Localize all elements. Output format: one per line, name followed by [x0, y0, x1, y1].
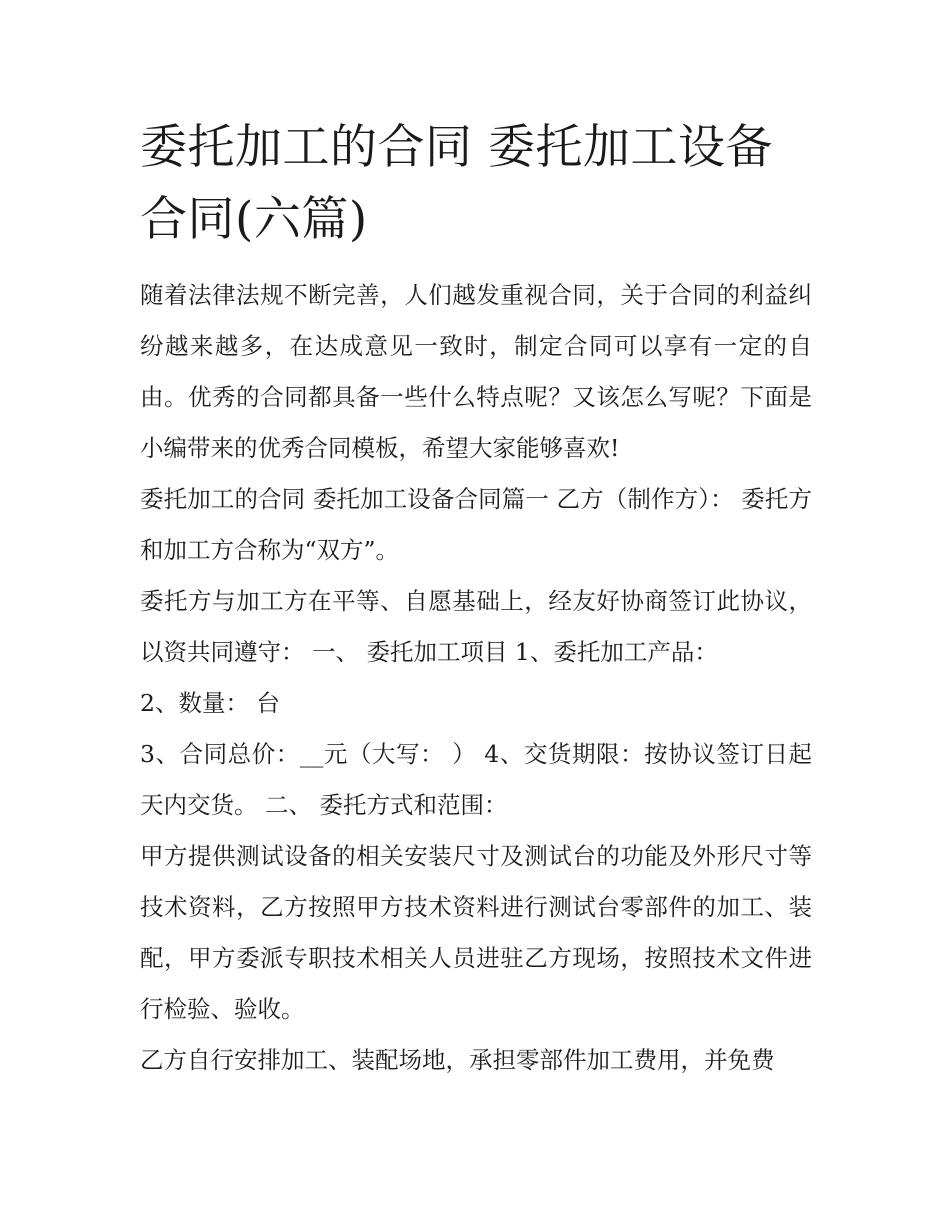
document-title: 委托加工的合同 委托加工设备合同(六篇) [140, 120, 773, 247]
paragraph-quantity: 2、数量： 台 [140, 689, 280, 717]
paragraph-agreement-basis: 委托方与加工方在平等、自愿基础上，经友好协商签订此协议，以资共同遵守： 一、 委托加工项目 1、委托加工产品： [140, 587, 812, 666]
paragraph-assembly-site: 乙方自行安排加工、装配场地，承担零部件加工费用，并免费 [140, 1046, 775, 1074]
document-body [140, 112, 812, 1086]
paragraph-price-delivery: 3、合同总价：__元（大写： ） 4、交货期限：按协议签订日起 天内交货。 二、 委托方式和范围： [140, 740, 812, 819]
paragraph-contract-parties: 委托加工的合同 委托加工设备合同篇一 乙方（制作方）： 委托方和加工方合称为“双方”。 [140, 485, 812, 564]
paragraph-technical-materials: 甲方提供测试设备的相关安装尺寸及测试台的功能及外形尺寸等技术资料，乙方按照甲方技术资料进行测试台零部件的加工、装配，甲方委派专职技术相关人员进驻乙方现场，按照技术文件进行检验、验收。 [140, 842, 812, 1023]
paragraph-intro: 随着法律法规不断完善，人们越发重视合同，关于合同的利益纠纷越来越多，在达成意见一致时，制定合同可以享有一定的自由。优秀的合同都具备一些什么特点呢？又该怎么写呢？下面是小编带来的优秀合同模板，希望大家能够喜欢! [140, 281, 812, 462]
